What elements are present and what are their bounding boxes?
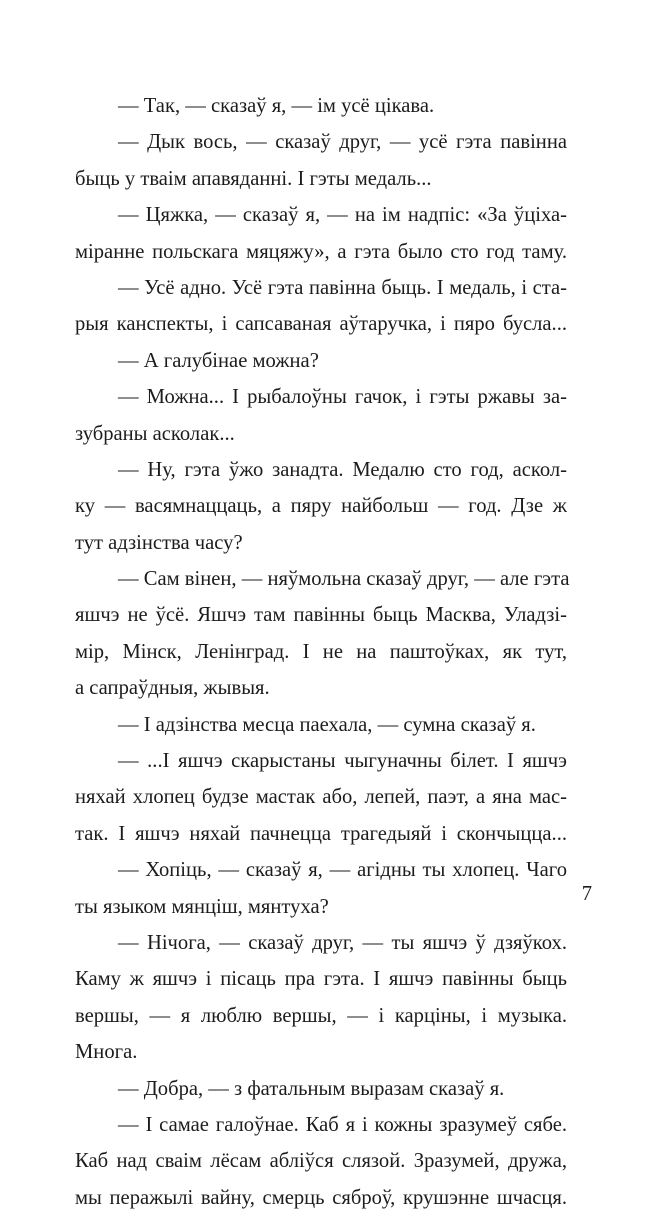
text-line: — А галубінае можна? [118,349,319,372]
page-number: 7 [581,883,592,905]
text-line: Каму ж яшчэ і пісаць пра гэта. І яшчэ павінны быць [75,968,567,991]
text-line: — Усё адно. Усё гэта павінна быць. І медаль, і ста- [118,276,567,299]
text-line: быць у тваім апавяданні. І гэты медаль... [75,167,432,190]
text-line: а сапраўдныя, жывыя. [75,677,270,700]
text-line: — ...І яшчэ скарыстаны чыгуначны білет. І яшчэ [118,750,567,773]
text-line: — І самае галоўнае. Каб я і кожны зразумеў сябе. [118,1113,567,1136]
text-line: Каб над сваім лёсам абліўся слязой. Зразумей, дружа, [75,1150,567,1173]
text-line: рыя канспекты, і сапсаваная аўтаручка, і пяро бусла... [75,313,567,336]
text-line: — Так, — сказаў я, — ім усё цікава. [118,95,435,117]
text-line: тут адзінства часу? [75,531,243,554]
text-line: ку — васямнаццаць, а пяру найбольш — год. Дзе ж [75,495,567,518]
text-line: няхай хлопец будзе мастак або, лепей, паэт, а яна мас- [75,786,567,809]
text-line: — Добра, — з фатальным выразам сказаў я. [118,1077,505,1100]
text-line: — Ну, гэта ўжо занадта. Медалю сто год, аскол- [118,458,567,481]
text-line: ты языком мянціш, мянтуха? [75,895,329,918]
text-line: так. І яшчэ няхай пачнецца трагедыяй і скончыцца... [75,822,567,845]
text-line: мы перажылі вайну, смерць сяброў, крушэнне шчасця. [75,1186,567,1209]
text-line: мір, Мінск, Ленінград. І не на паштоўках, як тут, [75,640,567,663]
text-line: яшчэ не ўсё. Яшчэ там павінны быць Масква, Уладзі- [75,604,567,627]
text-line: Многа. [75,1041,138,1064]
text-line: зубраны асколак... [75,422,235,445]
text-line: міранне польскага мяцяжу», а гэта было сто год таму. [75,240,567,263]
text-line: вершы, — я люблю вершы, — і карціны, і музыка. [75,1004,567,1027]
text-line: — Дык вось, — сказаў друг, — усё гэта павінна [118,131,567,154]
text-line: — І адзінства месца паехала, — сумна сказаў я. [118,713,536,736]
text-line: — Можна... І рыбалоўны гачок, і гэты ржавы за- [118,386,567,409]
text-line: — Хопіць, — сказаў я, — агідны ты хлопец. Чаго [118,859,567,882]
text-line: — Сам вінен, — няўмольна сказаў друг, — але гэта [118,568,570,591]
page-body-text [75,88,570,1216]
text-line: — Цяжка, — сказаў я, — на ім надпіс: «За ўціха- [118,204,567,227]
text-line: — Нічога, — сказаў друг, — ты яшчэ ў дзяўкох. [118,931,567,954]
